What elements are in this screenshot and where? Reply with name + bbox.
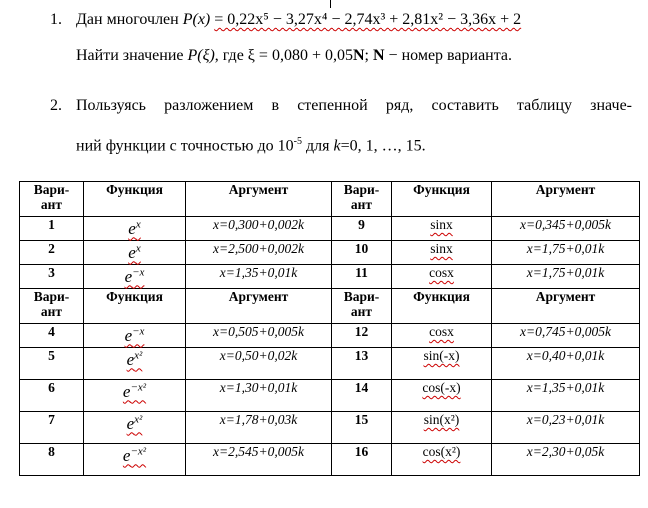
variant-number: 15: [332, 412, 392, 444]
variant-number: 8: [20, 444, 84, 476]
task-1-line-2: [76, 46, 512, 66]
function-cell: [392, 324, 492, 348]
header-argument: Аргумент: [492, 289, 640, 324]
trig-function: sinx: [430, 217, 453, 232]
argument-formula: x=1,75+0,01k: [492, 265, 640, 289]
trig-function: sin(x²): [423, 412, 460, 427]
exp-function: [128, 243, 140, 262]
variant-number: 13: [332, 348, 392, 380]
table-row: [20, 444, 640, 476]
task-2-line-1: Пользуясь разложением в степенной ряд, составить таблицу значе-: [76, 97, 632, 114]
trig-function: sin(-x): [423, 348, 460, 363]
argument-formula: x=0,505+0,005k: [186, 324, 332, 348]
table-row: [20, 241, 640, 265]
variant-number: 7: [20, 412, 84, 444]
exp-base: e: [128, 242, 136, 262]
argument-formula: x=0,23+0,01k: [492, 412, 640, 444]
exp-power: −x: [132, 325, 145, 337]
trig-function: sinx: [430, 241, 453, 256]
task-1-n: N: [352, 47, 365, 64]
exp-base: e: [122, 381, 131, 401]
exp-function: [125, 326, 145, 345]
table-row: [20, 380, 640, 412]
exp-power: −x²: [130, 381, 147, 393]
task-2-k: k: [333, 137, 341, 155]
header-variant: Вари-ант: [20, 182, 84, 217]
exp-function: [127, 350, 143, 369]
variant-number: 10: [332, 241, 392, 265]
function-cell: [392, 444, 492, 476]
exp-base: e: [124, 325, 133, 345]
function-cell: [392, 348, 492, 380]
task-1-p-xi: P(ξ): [187, 47, 215, 64]
task-2-line-2: [76, 132, 426, 156]
exp-function: [123, 382, 146, 401]
task-1-text-d: ;: [364, 47, 369, 64]
exp-power: x²: [134, 349, 143, 361]
header-argument: Аргумент: [492, 182, 640, 217]
function-cell: [84, 444, 186, 476]
variant-number: 6: [20, 380, 84, 412]
header-argument: Аргумент: [186, 182, 332, 217]
table-row: [20, 265, 640, 289]
header-variant: Вари-ант: [332, 289, 392, 324]
exp-function: [127, 414, 143, 433]
exp-function: [125, 267, 145, 286]
function-cell: [84, 380, 186, 412]
task-1-line-1: [76, 10, 521, 30]
exp-function: [123, 446, 146, 465]
task-1-text-e: − номер варианта.: [388, 47, 513, 64]
polynomial-rhs: = 0,22x⁵ − 3,27x⁴ − 2,74x³ + 2,81x² − 3,36x + 2: [214, 11, 522, 28]
table-row: [20, 324, 640, 348]
exp-base: e: [126, 349, 135, 369]
exp-power: −x²: [130, 445, 147, 457]
function-cell: [392, 265, 492, 289]
task-1-n2: N: [372, 47, 385, 64]
variants-table: [19, 181, 640, 476]
argument-formula: x=1,35+0,01k: [186, 265, 332, 289]
argument-formula: x=0,50+0,02k: [186, 348, 332, 380]
argument-formula: x=0,745+0,005k: [492, 324, 640, 348]
table-row: [20, 217, 640, 241]
function-cell: [392, 241, 492, 265]
function-cell: [392, 412, 492, 444]
table-header-row: [20, 182, 640, 217]
task-2-exponent: -5: [293, 136, 302, 147]
task-1-number: 1.: [50, 11, 62, 28]
variant-number: 16: [332, 444, 392, 476]
header-variant: Вари-ант: [20, 289, 84, 324]
function-cell: [392, 217, 492, 241]
argument-formula: x=0,300+0,002k: [186, 217, 332, 241]
function-cell: [84, 265, 186, 289]
trig-function: cos(-x): [422, 380, 461, 395]
function-cell: [84, 412, 186, 444]
exp-power: x: [135, 218, 141, 230]
function-cell: [392, 380, 492, 412]
function-cell: [84, 241, 186, 265]
exp-base: e: [122, 445, 131, 465]
argument-formula: x=0,345+0,005k: [492, 217, 640, 241]
header-function: Функция: [84, 289, 186, 324]
task-2-text-b: для: [305, 137, 330, 155]
function-cell: [84, 348, 186, 380]
trig-function: cosx: [429, 324, 454, 339]
function-cell: [84, 217, 186, 241]
text-cursor: [330, 0, 331, 8]
header-variant: Вари-ант: [332, 182, 392, 217]
variant-number: 5: [20, 348, 84, 380]
exp-base: e: [128, 218, 136, 238]
task-2-text-c: =0, 1, …, 15.: [340, 137, 426, 155]
function-cell: [84, 324, 186, 348]
polynomial-lhs: P(x): [182, 11, 211, 28]
header-function: Функция: [84, 182, 186, 217]
task-1-text-c: , где ξ = 0,080 + 0,05: [214, 47, 353, 64]
task-1-text-a: Найти значение: [76, 47, 184, 64]
argument-formula: x=1,35+0,01k: [492, 380, 640, 412]
header-argument: Аргумент: [186, 289, 332, 324]
trig-function: cos(x²): [422, 444, 461, 459]
variant-number: 12: [332, 324, 392, 348]
variant-number: 14: [332, 380, 392, 412]
exp-power: x²: [134, 413, 143, 425]
task-1-prefix: Дан многочлен: [76, 11, 179, 28]
argument-formula: x=2,30+0,05k: [492, 444, 640, 476]
exp-power: x: [135, 242, 141, 254]
argument-formula: x=2,500+0,002k: [186, 241, 332, 265]
argument-formula: x=1,30+0,01k: [186, 380, 332, 412]
exp-base: e: [126, 413, 135, 433]
table-header-row: [20, 289, 640, 324]
table-row: [20, 348, 640, 380]
argument-formula: x=2,545+0,005k: [186, 444, 332, 476]
variant-number: 1: [20, 217, 84, 241]
variant-number: 3: [20, 265, 84, 289]
argument-formula: x=0,40+0,01k: [492, 348, 640, 380]
exp-base: e: [124, 266, 133, 286]
task-2-number: 2.: [50, 97, 62, 114]
exp-power: −x: [132, 266, 145, 278]
exp-function: [128, 219, 140, 238]
task-2-text-a: ний функции с точностью до 10: [76, 137, 294, 155]
table-row: [20, 412, 640, 444]
header-function: Функция: [392, 182, 492, 217]
argument-formula: x=1,78+0,03k: [186, 412, 332, 444]
variant-number: 2: [20, 241, 84, 265]
variant-number: 4: [20, 324, 84, 348]
variant-number: 11: [332, 265, 392, 289]
variant-number: 9: [332, 217, 392, 241]
header-function: Функция: [392, 289, 492, 324]
argument-formula: x=1,75+0,01k: [492, 241, 640, 265]
trig-function: cosx: [429, 265, 454, 280]
